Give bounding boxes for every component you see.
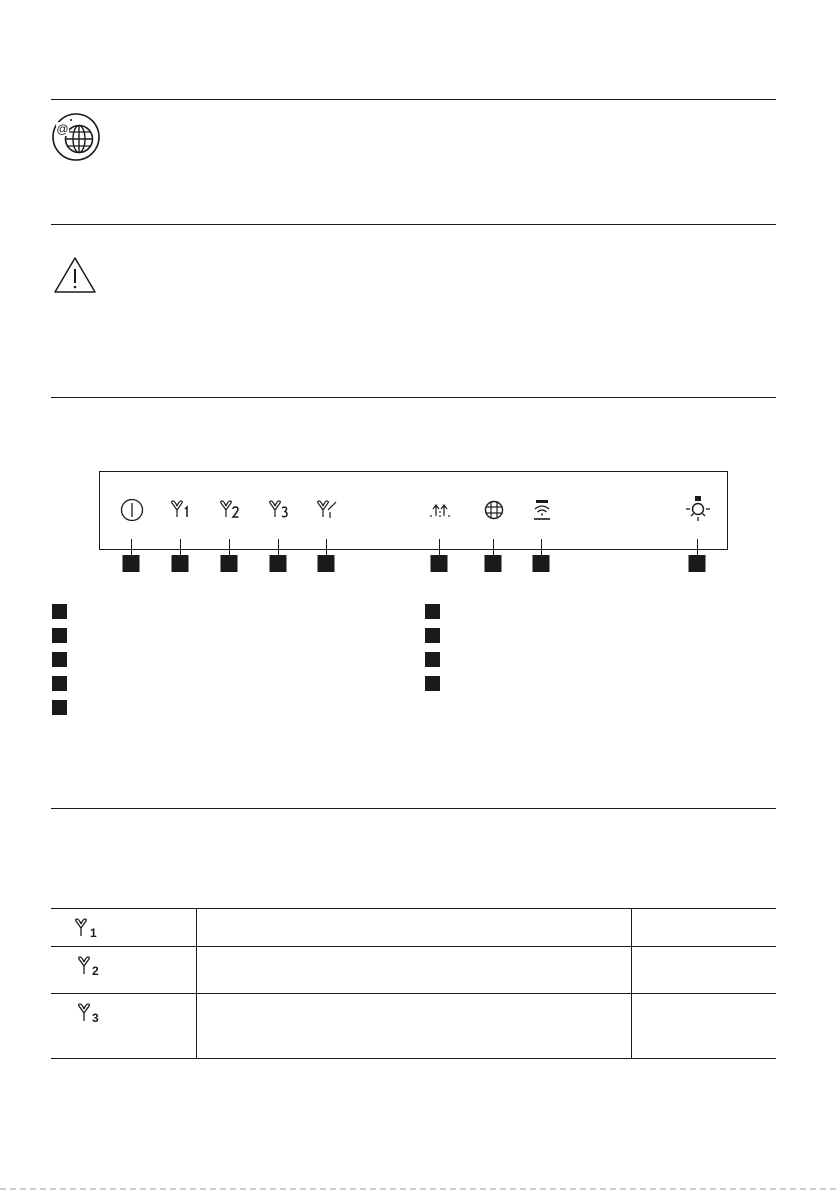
callout-marker-5 xyxy=(318,555,335,572)
fan-level-label: 3 xyxy=(92,1011,99,1024)
fan-speed-1-icon xyxy=(73,917,99,942)
divider xyxy=(51,99,776,100)
callout-line xyxy=(131,539,132,555)
callout-marker-1 xyxy=(123,555,140,572)
callout-line xyxy=(439,539,440,555)
legend-marker-6 xyxy=(425,604,440,619)
callout-line xyxy=(229,539,230,555)
table-row xyxy=(51,994,776,1059)
warning-triangle-icon xyxy=(53,256,97,294)
table-row xyxy=(51,947,776,994)
legend-marker-3 xyxy=(52,652,67,667)
divider xyxy=(51,808,776,809)
table-cell-description xyxy=(197,947,632,994)
callout-line xyxy=(697,539,698,555)
grease-filter-icon[interactable] xyxy=(482,498,506,522)
auto-mode-icon[interactable] xyxy=(428,498,452,522)
callout-marker-7 xyxy=(485,555,502,572)
callout-marker-6 xyxy=(431,555,448,572)
fan-speed-2-icon[interactable] xyxy=(218,498,242,522)
fan-speed-table xyxy=(51,908,776,1059)
table-cell-icon xyxy=(51,994,197,1059)
light-icon[interactable] xyxy=(683,494,713,524)
legend-marker-5 xyxy=(52,700,67,715)
divider xyxy=(51,397,776,398)
callout-marker-9 xyxy=(689,555,706,572)
callout-line xyxy=(541,539,542,555)
callout-marker-4 xyxy=(270,555,287,572)
callout-marker-8 xyxy=(533,555,550,572)
fan-speed-3-icon[interactable] xyxy=(267,498,291,522)
legend-marker-4 xyxy=(52,676,67,691)
fan-intensive-icon[interactable] xyxy=(315,498,339,522)
legend-marker-2 xyxy=(52,628,67,643)
legend-marker-8 xyxy=(425,652,440,667)
callout-marker-2 xyxy=(172,555,189,572)
callout-line xyxy=(326,539,327,555)
fan-speed-2-icon xyxy=(76,955,102,980)
divider xyxy=(51,224,776,225)
callout-line xyxy=(493,539,494,555)
table-cell-note xyxy=(632,909,777,947)
callout-line xyxy=(180,539,181,555)
legend-marker-9 xyxy=(425,676,440,691)
table-cell-note xyxy=(632,947,777,994)
fan-level-label: 1 xyxy=(90,926,97,939)
table-cell-description xyxy=(197,994,632,1059)
page-edge-rule xyxy=(0,1188,840,1190)
fan-speed-1-icon[interactable] xyxy=(169,498,193,522)
callout-marker-3 xyxy=(221,555,238,572)
fan-level-label: 2 xyxy=(92,964,99,977)
table-cell-note xyxy=(632,994,777,1059)
table-row xyxy=(51,909,776,947)
legend-marker-1 xyxy=(52,604,67,619)
table-cell-icon xyxy=(51,909,197,947)
fan-speed-3-icon xyxy=(76,1002,102,1027)
hob2hood-connection-icon[interactable] xyxy=(530,498,554,522)
legend-marker-7 xyxy=(425,628,440,643)
svg-text:@: @ xyxy=(56,122,69,136)
globe-at-icon xyxy=(51,112,101,162)
power-icon[interactable] xyxy=(120,498,144,522)
table-cell-icon xyxy=(51,947,197,994)
callout-line xyxy=(278,539,279,555)
table-cell-description xyxy=(197,909,632,947)
control-panel xyxy=(99,471,728,550)
